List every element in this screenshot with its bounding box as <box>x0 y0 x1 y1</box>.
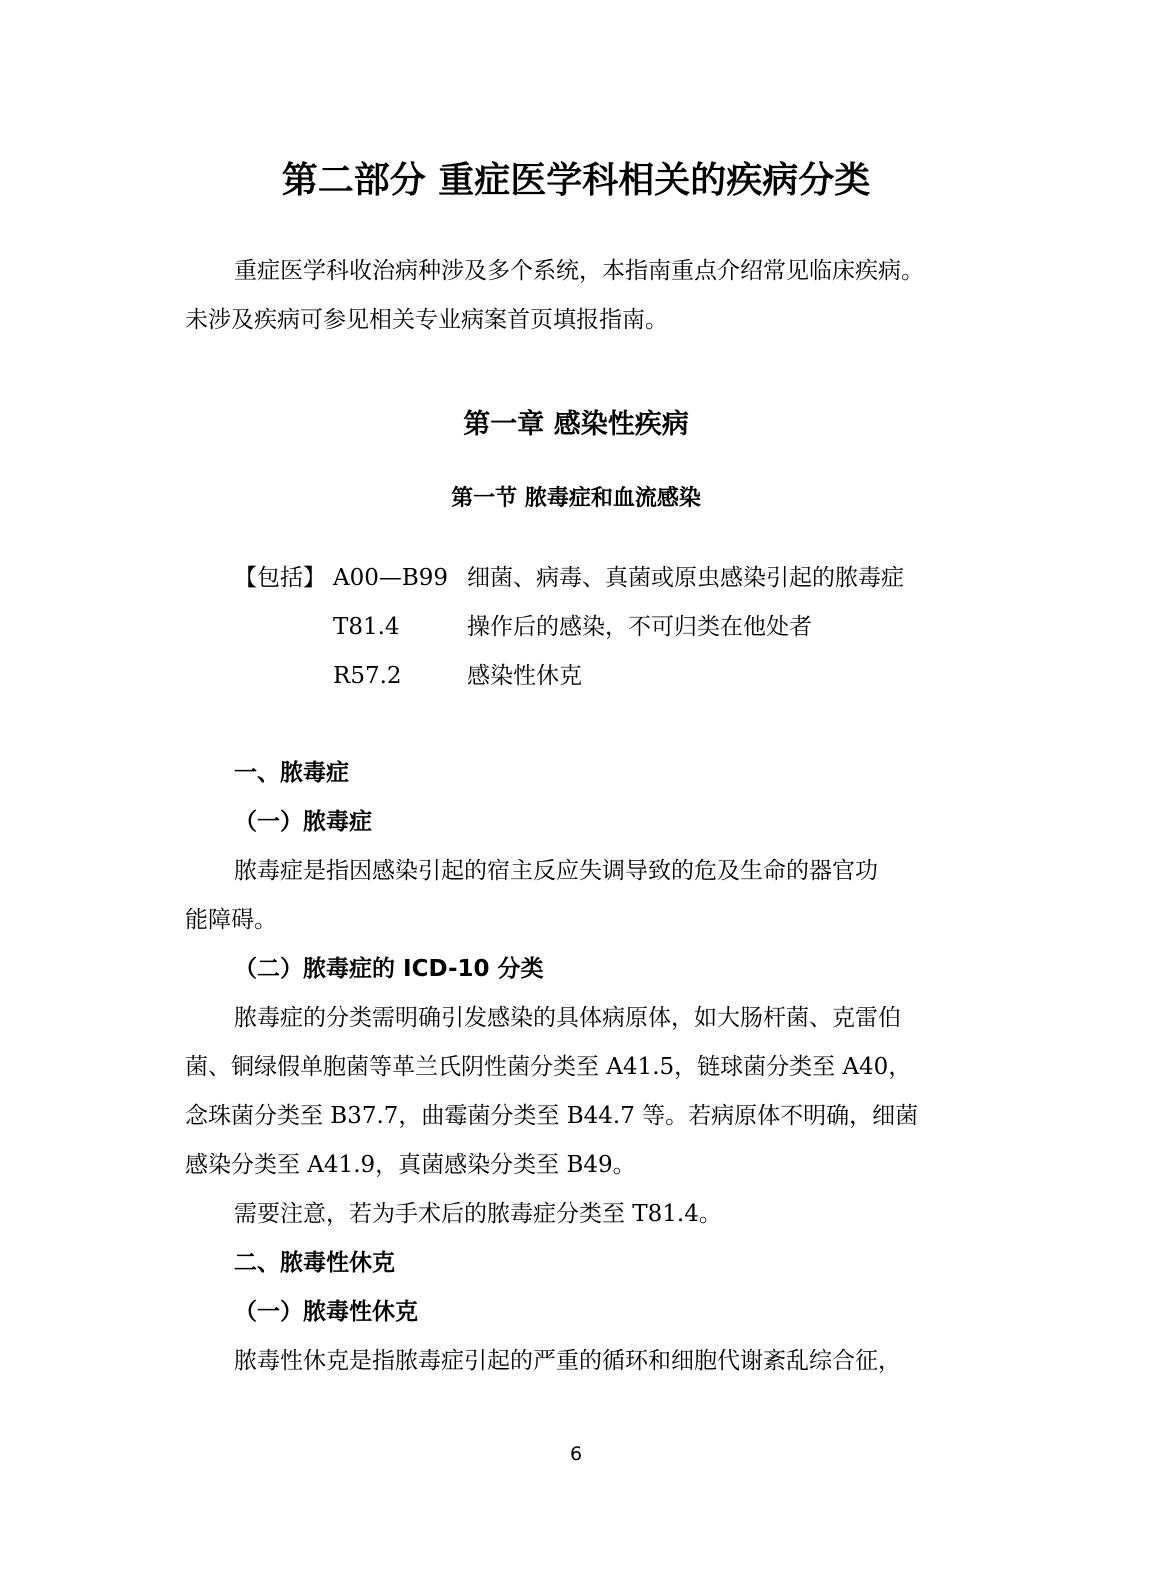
includes-code-2: T81.4 <box>333 614 400 640</box>
includes-code-3: R57.2 <box>333 663 402 689</box>
includes-desc-2: 操作后的感染，不可归类在他处者 <box>467 614 812 640</box>
includes-code-1: A00—B99 <box>333 565 449 591</box>
sepsis-note: 需要注意，若为手术后的脓毒症分类至 T81.4。 <box>234 1201 722 1227</box>
part-title: 第二部分 重症医学科相关的疾病分类 <box>281 160 871 201</box>
includes-desc-3: 感染性休克 <box>467 663 582 689</box>
includes-label: 【包括】 <box>234 565 326 591</box>
sepsis-definition-line-1: 脓毒症是指因感染引起的宿主反应失调导致的危及生命的器官功 <box>234 858 878 884</box>
sepsis-classification-line-4: 感染分类至 A41.9，真菌感染分类至 B49。 <box>185 1152 636 1178</box>
sepsis-sub1-heading: （一）脓毒症 <box>234 809 372 835</box>
sepsis-classification-line-2: 菌、铜绿假单胞菌等革兰氏阴性菌分类至 A41.5，链球菌分类至 A40， <box>185 1054 912 1080</box>
page-number: 6 <box>569 1443 583 1465</box>
intro-line-1: 重症医学科收治病种涉及多个系统，本指南重点介绍常见临床疾病。 <box>234 258 924 284</box>
septic-shock-definition-line-1: 脓毒性休克是指脓毒症引起的严重的循环和细胞代谢紊乱综合征， <box>234 1348 901 1374</box>
chapter-title: 第一章 感染性疾病 <box>463 409 689 440</box>
sepsis-definition-line-2: 能障碍。 <box>185 907 277 933</box>
sepsis-classification-line-1: 脓毒症的分类需明确引发感染的具体病原体，如大肠杆菌、克雷伯 <box>234 1005 901 1031</box>
intro-line-2: 未涉及疾病可参见相关专业病案首页填报指南。 <box>185 307 668 333</box>
sepsis-sub2-heading: （二）脓毒症的 ICD-10 分类 <box>234 956 544 982</box>
section-title: 第一节 脓毒症和血流感染 <box>451 486 701 511</box>
septic-shock-heading: 二、脓毒性休克 <box>234 1250 395 1276</box>
sepsis-classification-line-3: 念珠菌分类至 B37.7，曲霉菌分类至 B44.7 等。若病原体不明确，细菌 <box>185 1103 919 1129</box>
includes-desc-1: 细菌、病毒、真菌或原虫感染引起的脓毒症 <box>467 565 904 591</box>
septic-shock-sub1-heading: （一）脓毒性休克 <box>234 1299 418 1325</box>
sepsis-heading: 一、脓毒症 <box>234 760 349 786</box>
